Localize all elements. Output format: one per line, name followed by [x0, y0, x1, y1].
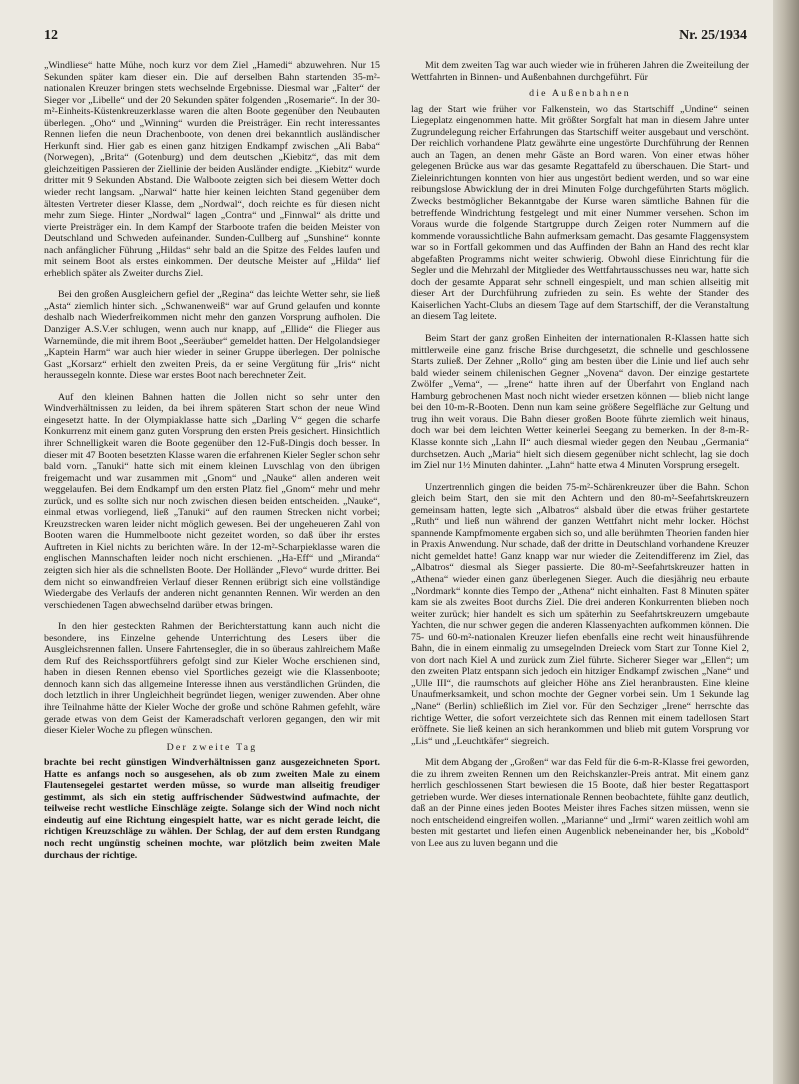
left-paragraph-5: brachte bei recht günstigen Windverhältnissen ganz ausgezeichneten Sport. Hatte es anfangs noch so ausgesehen, als ob zum zweiten Male zu einem Flautensegelei gestartet werden müsse, so wurde man allseitig freudiger gestimmt, als sich ein stetig auffrischender Südwestwind aufmachte, der teilweise recht westliche Einschläge zeigte. Solange sich der Wind noch nicht eindeutig auf eine Richtung eingespielt hatte, war es nicht gerade leicht, die richtigen Kreuzschläge zu wählen. Der Schlag, der auf dem ersten Rundgang noch recht ungünstig scheinen mochte, war plötzlich beim zweiten Male durchaus der richtige.: [44, 757, 380, 861]
right-paragraph-2: lag der Start wie früher vor Falkenstein, wo das Startschiff „Undine“ seinen Liegeplatz eingenommen hatte. Mit größter Sorgfalt hat man in diesem Jahre unter Zugrundelegung reicher Erfahrungen das Startschiff weiter ausgebaut und verschönt. Der reichlich vorhandene Platz gewährte eine ungestörte Durchführung der Rennen auch an Tagen, an denen mehr Gäste an Bord waren. Von einer etwas höher gelegenen Brücke aus war das gesamte Regattafeld zu überschauen. Die Start- und Zieleinrichtungen konnten von hier aus ungestört bedient werden, und so war eine reibungslose Abwicklung der in drei Minuten Folge durchgeführten Starts möglich. Zwecks bestmöglicher Bekanntgabe der Kurse waren sämtliche Bahnen für die betreffende Windrichtung festgelegt und mit einer Nummer versehen. Schon im Voraus wurde die folgende Startgruppe durch Zeigen roter Nummern auf die kommende voraussichtliche Bahn aufmerksam gemacht. Das gesamte Flaggensystem war so in Fortfall gekommen und das Auffinden der Bahn an Hand des recht klar abgefaßten Programms nicht weiter schwierig. Obwohl diese Einrichtung für die Segler und die Mehrzahl der Mitglieder des Wettfahrtausschusses neu war, hatte sich doch der gesamte Apparat sehr schnell eingespielt, und man schien allseitig mit dieser Art der Durchführung zufrieden zu sein. Es wehte der Stander des Kaiserlichen Yacht-Clubs an diesem Tage auf dem Startschiff, der die Veranstaltung an diesem Tag leitete.: [411, 103, 749, 323]
right-paragraph-5: Mit dem Abgang der „Großen“ war das Feld für die 6-m-R-Klasse frei geworden, die zu ihrem zweiten Rennen um den Reichskanzler-Preis antrat. Mit einem ganz herrlich geschlossenen Start bewiesen die 15 Boote, daß hier bester Regattasport getrieben wurde. Wer dieses internationale Rennen beobachtete, fühlte ganz deutlich, daß an der Pinne eines jeden Bootes Meister ihres Faches sitzen müssen, wenn sie noch entscheidend eingreifen wollen. „Marianne“ und „Irmi“ waren zeitlich wohl am besten mit gestartet und liefen einen Augenblick nebeneinander her, bis „Kobold“ von Lee aus zu luven begann und die: [411, 757, 749, 849]
right-column: [411, 60, 749, 850]
page-header: [44, 28, 747, 46]
left-column: [44, 60, 380, 861]
left-paragraph-4: In den hier gesteckten Rahmen der Berichterstattung kann auch nicht die besondere, ins Einzelne gehende Unterrichtung des Lesers über die Ausgleichsrennen fallen. Unsere Fahrtensegler, die in so überaus zahlreichem Maße dem Ruf des Reichssportführers gefolgt sind zur Kieler Woche erschienen sind, haben in diesen Rennen ebenso viel Sportliches gezeigt wie die Klassenboote; dennoch kann sich das allgemeine Interesse ihnen aus verständlichen Gründen, die doch letztlich in ihrer Ungleichheit begründet liegen, weniger zuwenden. Aber ohne ihre Teilnahme hätte der Kieler Woche der große und schöne Rahmen gefehlt, wäre gerade etwas von dem Geist der Kameradschaft verloren gegangen, den wir mit dieser Kieler Woche zu pflegen wünschen.: [44, 621, 380, 737]
left-paragraph-3: Auf den kleinen Bahnen hatten die Jollen nicht so sehr unter den Windverhältnissen zu leiden, da bei ihrem späteren Start schon der neue Wind eingesetzt hatte. In der Olympiaklasse hatte sich „Darling V“ gegen die scharfe Konkurrenz mit einem ganz guten Vorsprung den ersten Preis gesichert. Hinsichtlich ihrer Schnelligkeit waren die Boote gegenüber den 12-Fuß-Dingis doch besser. In dieser mit 47 Booten besetzten Klasse waren die erfahrenen Kieler Segler schon sehr bald vorn. „Tanuki“ hatte sich mit einem kleinen Luvschlag von den übrigen freigemacht und war zusammen mit „Gnom“ und „Nauke“ allen anderen weit weggelaufen. Bei dem Endkampf um den ersten Platz fiel „Gnom“ mehr und mehr zurück, und es sollte sich nur noch zwischen diesen beiden entscheiden. „Nauke“, einmal etwas vorliegend, ließ „Tanuki“ auf den raumen Strecken nicht vorbei; Kreuzstrecken waren leider nicht möglich gewesen. Bei der ungeheueren Zahl von Booten waren die Hummelboote nicht gezeitet worden, so daß über ihr erstes Auftreten in Kiel nichts zu berichten wäre. In der 12-m²-Scharpieklasse waren die englischen Mannschaften leider noch nicht erschienen. „Ha-Eff“ und „Miranda“ zeigten sich hier als die schnellsten Boote. Der Holländer „Flevo“ wurde dritter. Bei dem nicht so einwandfreien Verlauf dieser Rennen erübrigt sich eine vollständige Wiedergabe des Verlaufs der anderen nicht genannten Rennen. Wir werden an den verschiedenen Tagen abwechselnd darüber etwas bringen.: [44, 391, 380, 611]
book-spine-shadow: [773, 0, 799, 1084]
issue-number: Nr. 25/1934: [679, 28, 747, 43]
page-number: 12: [44, 28, 58, 43]
right-paragraph-3: Beim Start der ganz großen Einheiten der internationalen R-Klassen hatte sich mittlerweile eine ganz frische Brise durchgesetzt, die schnelle und geschlossene Starts zuließ. Der Zehner „Rollo“ ging am besten über die Linie und lief auch sehr bald wieder seinem chilenischen Gegner „Novena“ davon. Der einzige gestartete Zwölfer „Vema“, — „Irene“ hatte ihren auf der Überfahrt von England nach Hamburg gebrochenen Mast noch nicht wieder ersetzen können — blieb nicht lange bei den 10-m-R-Booten. Denn nun kam seine größere Segelfläche zur Geltung und trug ihn weit voraus. Die Bahn dieser großen Boote führte ziemlich weit hinaus, doch war bei dem leichten Wetter keinerlei Seegang zu bemerken. In der 8-m-R-Klasse konnte sich „Lahn II“ auch diesmal wieder gegen den Neubau „Germania“ durchsetzen. Auch „Maria“ hielt sich diesem gegenüber nicht schlecht, lag sie doch im Ziel nur 1½ Minuten dahinter. „Lahn“ hatte etwa 4 Minuten Vorsprung ersegelt.: [411, 333, 749, 472]
left-paragraph-1: „Windliese“ hatte Mühe, noch kurz vor dem Ziel „Hamedi“ abzuwehren. Nur 15 Sekunden später kam dieser ein. Die auf derselben Bahn startenden 35-m²-nationalen Kreuzer bringen stets wechselnde Ergebnisse. Diesmal war „Falter“ der Sieger vor „Libelle“ und der 20 Sekunden später folgenden „Rosemarie“. In der 30-m²-Einheits-Küstenkreuzerklasse waren die alten Boote gegenüber den Neubauten überlegen. „Oho“ und „Winning“ wurden die Preisträger. Ein recht interessantes Rennen liefen die neun Drachenboote, von denen drei bekanntlich ausländischer Herkunft sind. Hier gab es einen ganz hitzigen Endkampf zwischen „Ali Baba“ (Norwegen), „Brita“ (Gotenburg) und dem deutschen „Kiebitz“, das mit dem gleichzeitigen Passieren der Ziellinie der beiden Ausländer endigte. „Kiebitz“ wurde dritter mit 9 Sekunden Abstand. Die Walboote zeigten sich bei diesem Wetter doch wieder recht langsam. „Narwal“ hatte hier keinen leichten Stand gegenüber dem ältesten Vertreter dieser Klasse, dem „Nordwal“, doch reichte es für diesen nicht mehr zum Siege. Hinter „Nordwal“ lagen „Contra“ und „Finnwal“ als dritte und vierte Preisträger ein. In dem Kampf der Starboote trafen die beiden Meister von Deutschland und Schweden aufeinander. Sunden-Cullberg auf „Sunshine“ konnte nach anfänglicher Führung „Hildas“ sehr bald an die Spitze des Feldes laufen und mit seinem Boot als erstes einkommen. Der deutsche Meister auf „Hilda“ lief erheblich später als Zweiter durchs Ziel.: [44, 60, 380, 279]
section-heading-aussenbahnen: die Außenbahnen: [529, 88, 631, 100]
section-heading-zweiter-tag: Der zweite Tag: [166, 741, 258, 753]
right-paragraph-4: Unzertrennlich gingen die beiden 75-m²-Schärenkreuzer über die Bahn. Schon gleich beim Start, den sie mit den Achtern und den 80-m²-Seefahrtskreuzern gemeinsam hatten, legte sich „Albatros“ alsbald über die etwas früher gestartete „Ruth“ und ließ nun während der ganzen Wettfahrt nicht mehr locker. Höchst spannende Kampfmomente ergaben sich so, und alle berühmten Theorien fanden hier in Praxis Anwendung. Nur schade, daß der dritte in Deutschland vorhandene Kreuzer nicht gemeldet hatte! Ganz knapp war nur wieder die Zeitendifferenz im Ziel, das „Albatros“ diesmal als Sieger passierte. Die 80-m²-Seefahrtskreuzer hatten in „Athena“ wieder einen ganz überlegenen Sieger. Auch die diesjährig neu erbaute „Nordmark“ konnte dies Tempo der „Athena“ nicht einhalten. Fast 8 Minuten später kam sie als zweites Boot durchs Ziel. Die drei anderen Konkurrenten blieben noch weiter zurück; hier handelt es sich um späterhin zu Seefahrtskreuzern umgebaute Yachten, die nur schwer gegen die anderen Klassenyachten aufkommen können. Die 75- und 60-m²-nationalen Kreuzer liefen ebenfalls eine recht weit hinausführende Bahn, die in einem einmalig zu umsegelnden Dreieck vom Start zur Tonne Kiel 2, von dort nach Kiel A und zurück zum Ziel führte. Sicherer Sieger war „Ellen“; um den zweiten Platz entspann sich jedoch ein hitziger Endkampf zwischen „Nane“ und „Ulle III“, die raumschots auf gleicher Höhe ans Ziel heranbrausten. Eine kleine Unaufmerksamkeit, und schon mochte der Gegner vorbei sein. Um 1 Sekunde lag „Nane“ (Berlin) schließlich im Ziel vor. Für den Sechziger „Irene“ herrschte das richtige Wetter, die sofort verzeichtete sich das Rennen mit einem tadellosen Start eröffnete. Sie ließ keinen an sich herankommen und blieb mit gutem Vorsprung vor „Lis“ und „Leuchtkäfer“ siegreich.: [411, 481, 749, 747]
right-paragraph-1: Mit dem zweiten Tag war auch wieder wie in früheren Jahren die Zweiteilung der Wettfahrten in Binnen- und Außenbahnen durchgeführt. Für: [411, 60, 749, 83]
left-paragraph-2: Bei den großen Ausgleichern gefiel der „Regina“ das leichte Wetter sehr, sie ließ „Asta“ ziemlich hinter sich. „Schwanenweiß“ war auf Grund gelaufen und konnte deshalb nach Wiederfreikommen nicht mehr den ganzen Vorsprung aufholen. Die Danziger A.S.V.er schlugen, wenn auch nur knapp, auf „Ellide“ die Flieger aus Warnemünde, die mit ihrem Boot „Seeräuber“ gemeldet hatten. Der Helgolandsieger „Kaptein Harm“ war auch hier wieder in seiner Gruppe überlegen. Der polnische Gast „Korsarz“ erhielt den zweiten Preis, da er seine Vergütung für „Iris“ nicht heraussegeln konnte. Diese war erstes Boot nach berechneter Zeit.: [44, 289, 380, 382]
